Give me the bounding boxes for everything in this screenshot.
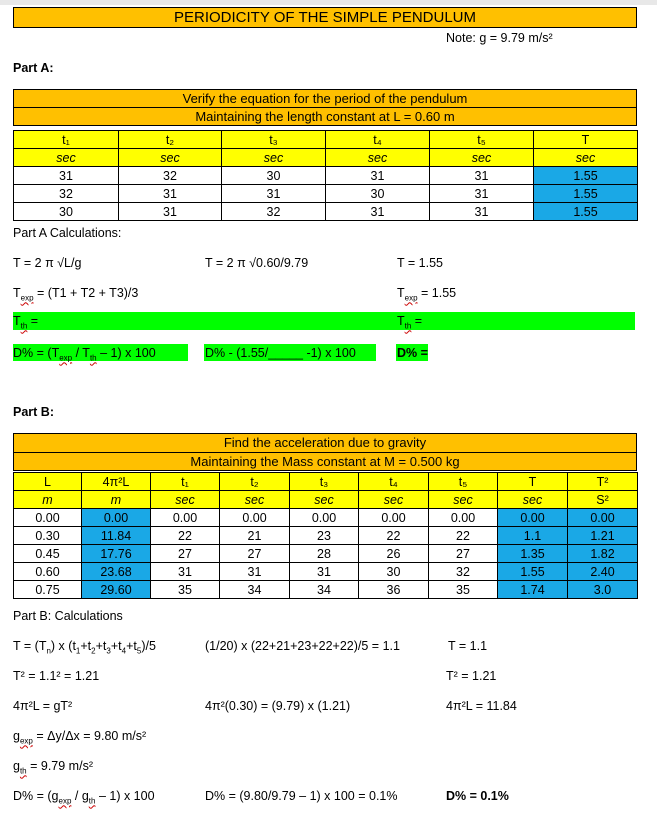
eq-b-period-formula: $T = (T_n)$ x $(t_1+t_2+t_3+t_4+t_5)/5$: [13, 639, 156, 656]
eq-b-relation-substituted: 4π²(0.30) = (9.79) x (1.21): [205, 699, 351, 713]
part-a-unit-row: [14, 149, 638, 167]
table-cell: 30: [326, 185, 430, 203]
table-cell: 0.00: [359, 509, 429, 527]
table-row: [14, 581, 638, 599]
eq-deviation-substituted: D% - (1.55/_____ -1) x 100: [205, 346, 356, 360]
header-cell: T: [534, 131, 638, 149]
part-a-calc-heading: Part A Calculations:: [13, 226, 122, 240]
part-b-table: [13, 472, 638, 599]
highlight-bar-tth: [13, 312, 635, 330]
eq-deviation-formula: $D\% = (T_{exp} / T_{th} - 1)$ x 100: [13, 346, 156, 363]
table-cell: 22: [151, 527, 220, 545]
eq-period-substituted: T = 2 π √0.60/9.79: [205, 256, 309, 270]
eq-tth-result: $T_{th}$ =: [397, 314, 423, 331]
eq-texp-result-text: = 1.55: [421, 286, 457, 300]
header-cell: t₅: [429, 473, 498, 491]
part-a-header-row: [14, 131, 638, 149]
part-b-header-row: [14, 473, 638, 491]
table-cell: 31: [119, 185, 222, 203]
header-cell: t₃: [222, 131, 326, 149]
table-cell: 31: [430, 185, 534, 203]
header-cell: t₃: [290, 473, 359, 491]
table-cell: 22: [429, 527, 498, 545]
unit-cell: sec: [119, 149, 222, 167]
unit-cell: sec: [290, 491, 359, 509]
part-b-subtitle: Maintaining the Mass constant at M = 0.500 kg: [13, 452, 637, 471]
table-cell: 35: [429, 581, 498, 599]
table-cell: 11.84: [82, 527, 151, 545]
header-cell: T²: [568, 473, 638, 491]
table-cell: 32: [119, 167, 222, 185]
table-cell: 35: [151, 581, 220, 599]
period-cell: 1.55: [534, 185, 638, 203]
table-cell: 34: [290, 581, 359, 599]
eq-tth-label-text: =: [30, 314, 39, 328]
part-b-heading: Part B:: [13, 405, 54, 419]
table-cell: 31: [430, 167, 534, 185]
eq-b-period-substituted: (1/20) x (22+21+23+22+22)/5 = 1.1: [205, 639, 400, 653]
table-cell: 31: [326, 167, 430, 185]
table-cell: 27: [429, 545, 498, 563]
table-cell: 23: [290, 527, 359, 545]
table-cell: 1.55: [498, 563, 568, 581]
table-cell: 31: [220, 563, 290, 581]
unit-cell: S²: [568, 491, 638, 509]
table-cell: 0.00: [498, 509, 568, 527]
eq-tth-label: $T_{th}$ =: [13, 314, 39, 331]
unit-cell: sec: [326, 149, 430, 167]
header-cell: t₂: [220, 473, 290, 491]
table-cell: 0.75: [14, 581, 82, 599]
table-cell: 0.00: [82, 509, 151, 527]
table-cell: 0.00: [220, 509, 290, 527]
header-cell: t₅: [430, 131, 534, 149]
unit-cell: sec: [220, 491, 290, 509]
unit-cell: m: [14, 491, 82, 509]
table-cell: 17.76: [82, 545, 151, 563]
period-cell: 1.55: [534, 203, 638, 221]
eq-b-deviation-result: D% = 0.1%: [446, 789, 509, 803]
table-cell: 31: [430, 203, 534, 221]
unit-cell: sec: [14, 149, 119, 167]
table-row: [14, 203, 638, 221]
table-cell: 1.35: [498, 545, 568, 563]
table-cell: 1.74: [498, 581, 568, 599]
part-b-title: Find the acceleration due to gravity: [13, 433, 637, 453]
table-cell: 0.00: [429, 509, 498, 527]
table-cell: 31: [222, 185, 326, 203]
header-cell: t₁: [14, 131, 119, 149]
eq-b-square: T² = 1.1² = 1.21: [13, 669, 100, 683]
table-cell: 0.00: [151, 509, 220, 527]
table-cell: 0.00: [290, 509, 359, 527]
eq-texp-formula-text: = (T1 + T2 + T3)/3: [37, 286, 139, 300]
table-cell: 21: [220, 527, 290, 545]
unit-cell: m: [82, 491, 151, 509]
table-cell: 0.45: [14, 545, 82, 563]
eq-period-result: T = 1.55: [397, 256, 443, 270]
eq-b-gth: $g_{th} = 9.79$ m/s²: [13, 759, 93, 776]
eq-deviation-result: D% =: [397, 346, 428, 360]
table-cell: 26: [359, 545, 429, 563]
table-row: [14, 527, 638, 545]
table-row: [14, 167, 638, 185]
table-cell: 28: [290, 545, 359, 563]
header-cell: L: [14, 473, 82, 491]
eq-texp-result: $T_{exp} = 1.55$: [397, 286, 457, 303]
header-cell: 4π²L: [82, 473, 151, 491]
table-cell: 29.60: [82, 581, 151, 599]
header-cell: t₁: [151, 473, 220, 491]
unit-cell: sec: [498, 491, 568, 509]
table-cell: 31: [290, 563, 359, 581]
table-cell: 31: [14, 167, 119, 185]
table-cell: 32: [14, 185, 119, 203]
table-cell: 2.40: [568, 563, 638, 581]
header-cell: t₄: [326, 131, 430, 149]
part-b-unit-row: [14, 491, 638, 509]
table-row: [14, 509, 638, 527]
unit-cell: sec: [151, 491, 220, 509]
eq-deviation-formula-text: D% = (: [13, 346, 52, 360]
table-cell: 31: [151, 563, 220, 581]
table-cell: 27: [220, 545, 290, 563]
table-row: [14, 545, 638, 563]
eq-b-relation-result: 4π²L = 11.84: [446, 699, 517, 713]
part-a-title: Verify the equation for the period of the pendulum: [13, 89, 637, 108]
part-b-calc-heading: Part B: Calculations: [13, 609, 123, 623]
unit-cell: sec: [534, 149, 638, 167]
eq-b-square-result: T² = 1.21: [446, 669, 497, 683]
unit-cell: sec: [429, 491, 498, 509]
table-cell: 0.00: [568, 509, 638, 527]
document-title: PERIODICITY OF THE SIMPLE PENDULUM: [13, 7, 637, 28]
table-cell: 30: [359, 563, 429, 581]
table-row: [14, 563, 638, 581]
table-cell: 36: [359, 581, 429, 599]
unit-cell: sec: [359, 491, 429, 509]
ribbon-edge: [0, 0, 657, 5]
eq-texp-formula: $T_{exp} = (T1 + T2 + T3)/3$: [13, 286, 139, 303]
table-cell: 22: [359, 527, 429, 545]
table-cell: 1.1: [498, 527, 568, 545]
unit-cell: sec: [430, 149, 534, 167]
header-cell: T: [498, 473, 568, 491]
eq-b-gexp: $g_{exp} = \Delta y/\Delta x = 9.80$ m/s²: [13, 729, 147, 746]
eq-tth-result-text: =: [414, 314, 423, 328]
table-row: [14, 185, 638, 203]
gravity-note: Note: g = 9.79 m/s²: [446, 31, 553, 45]
table-cell: 27: [151, 545, 220, 563]
table-cell: 32: [222, 203, 326, 221]
eq-b-relation: 4π²L = gT²: [13, 699, 73, 713]
eq-b-period-result: T = 1.1: [448, 639, 488, 653]
table-cell: 0.00: [14, 509, 82, 527]
table-cell: 0.60: [14, 563, 82, 581]
table-cell: 30: [222, 167, 326, 185]
table-cell: 31: [119, 203, 222, 221]
eq-period-formula: T = 2 π √L/g: [13, 256, 82, 270]
table-cell: 31: [326, 203, 430, 221]
header-cell: t₄: [359, 473, 429, 491]
table-cell: 0.30: [14, 527, 82, 545]
part-a-heading: Part A:: [13, 61, 54, 75]
table-cell: 23.68: [82, 563, 151, 581]
eq-b-gth-text: = 9.79 m/s²: [30, 759, 93, 773]
unit-cell: sec: [222, 149, 326, 167]
period-cell: 1.55: [534, 167, 638, 185]
part-a-table: [13, 130, 638, 221]
table-cell: 1.82: [568, 545, 638, 563]
table-cell: 30: [14, 203, 119, 221]
table-cell: 34: [220, 581, 290, 599]
eq-b-deviation-formula: $D\% = (g_{exp} / g_{th} - 1)$ x 100: [13, 789, 155, 806]
eq-b-gexp-text: = Δy/Δx = 9.80 m/s²: [36, 729, 147, 743]
eq-b-deviation-substituted: D% = (9.80/9.79 – 1) x 100 = 0.1%: [205, 789, 398, 803]
table-cell: 1.21: [568, 527, 638, 545]
table-cell: 3.0: [568, 581, 638, 599]
header-cell: t₂: [119, 131, 222, 149]
part-a-subtitle: Maintaining the length constant at L = 0.60 m: [13, 107, 637, 126]
table-cell: 32: [429, 563, 498, 581]
